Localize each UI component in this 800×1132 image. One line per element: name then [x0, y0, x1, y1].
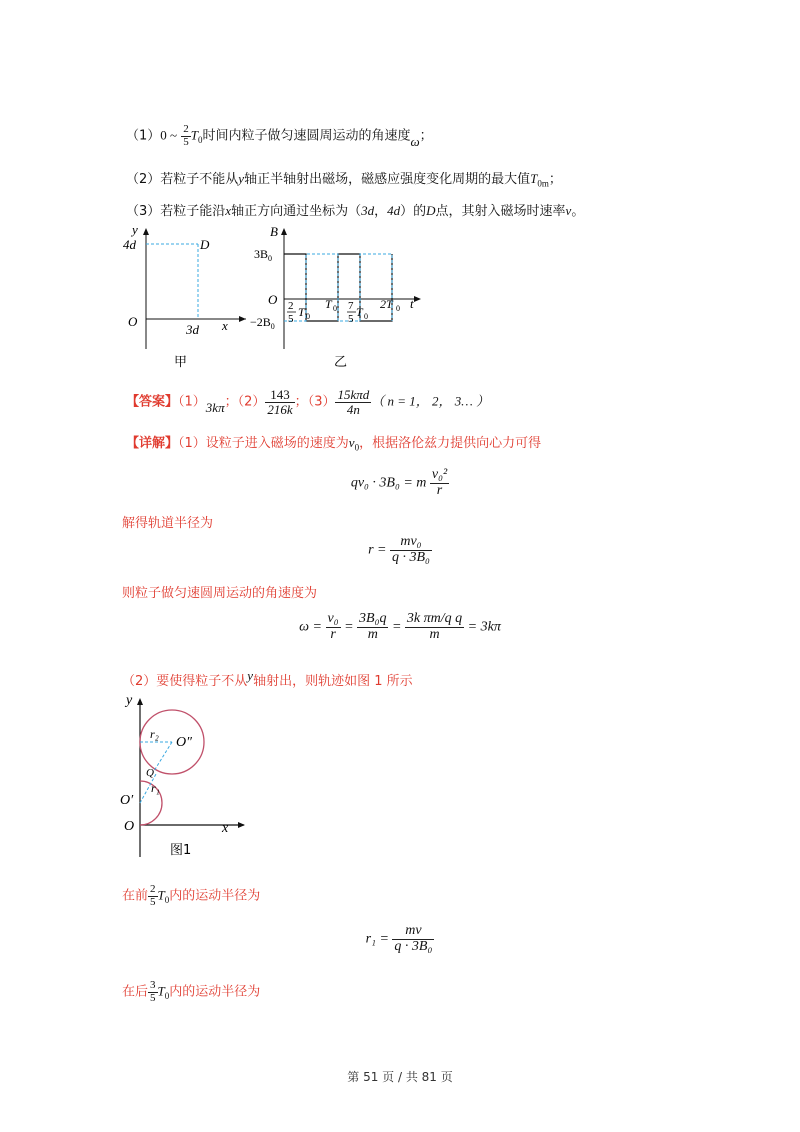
question-3: （3）若粒子能沿x轴正方向通过坐标为（3d，4d）的D点，其射入磁场时速率v。: [126, 203, 585, 219]
caption-yi: 乙: [334, 355, 348, 369]
figure-1: [118, 692, 248, 862]
equation-1: qv₀ · 3B₀ = m $\frac{\text{v₀²}}{r}$: [350, 467, 448, 498]
equation-2: r = $\frac{\text{mv₀}}{\text{q · 3B₀}}$: [368, 534, 430, 565]
detail-1: 【详解】（1）设粒子进入磁场的速度为$v_0$，根据洛伦兹力提供向心力可得: [126, 435, 542, 453]
svg-text:0: 0: [333, 304, 337, 313]
b-axis-label: B: [270, 224, 278, 239]
point-d: D: [200, 237, 210, 252]
detail-6: 在后 $\frac{3}{5}$ $T_0$内的运动半径为: [122, 979, 261, 1004]
equation-4: r₁ = $\frac{mv}{\text{q · 3B₀}}$: [365, 923, 433, 954]
origin-label: O: [124, 819, 135, 834]
r1-label: r₁: [151, 781, 160, 795]
svg-text:0: 0: [396, 304, 400, 313]
x-axis-label: x: [222, 318, 228, 333]
frac-num-1: 2: [288, 300, 294, 312]
o2-label: O″: [176, 735, 192, 750]
r2-label: r₂: [150, 727, 159, 741]
question-1: （1）0 ~ $\frac{2}{5}$ $T_0$时间内粒子做匀速圆周运动的角速度ω；: [126, 123, 433, 149]
low-label: $-2B_0$: [250, 315, 275, 331]
t-label-2: T: [356, 305, 363, 319]
caption-jia: 甲: [174, 355, 188, 369]
frac-num-2: 7: [348, 300, 354, 312]
q-label: Q: [146, 767, 154, 779]
high-label: $3B_0$: [254, 247, 273, 263]
x-axis-label: x: [222, 821, 229, 836]
x-tick-3d: 3d: [186, 322, 199, 337]
origin-label: O: [128, 314, 138, 329]
y-axis-label: y: [132, 224, 138, 237]
center-line: [154, 742, 172, 771]
y-tick-4d: 4d: [123, 237, 136, 252]
origin-label: O: [268, 292, 278, 307]
t-label-t0: T: [325, 297, 332, 311]
figure-jia: [118, 224, 250, 369]
detail-5: 在前 $\frac{2}{5}$ $T_0$内的运动半径为: [122, 883, 261, 908]
detail-3: 则粒子做匀速圆周运动的角速度为: [122, 586, 318, 601]
page-footer: 第 51 页 / 共 81 页: [347, 1070, 453, 1084]
svg-text:0: 0: [364, 312, 368, 321]
frac-den-2: 5: [348, 313, 354, 325]
detail-4: （2）要使得粒子不从y轴射出，则轨迹如图 1 所示: [122, 668, 413, 689]
t-axis-label: t: [410, 296, 414, 311]
figure-yi: [250, 224, 425, 369]
question-2: （2）若粒子不能从y轴正半轴射出磁场，磁感应强度变化周期的最大值$T_{0m}$；: [126, 171, 562, 189]
t-label-1: T: [298, 305, 305, 319]
svg-text:0: 0: [306, 312, 310, 321]
o1-label: O′: [120, 793, 134, 808]
frac-den-1: 5: [288, 313, 294, 325]
caption-fig1: 图1: [170, 843, 192, 858]
t-label-2t0: 2T: [380, 297, 393, 311]
equation-3: ω = $\frac{\text{v₀}}{r}$ = $\frac{\text{3B₀q}}{m}$ = $\frac{\text{3k πm/q q}}{m}$ = 3kπ: [299, 611, 501, 642]
detail-2: 解得轨道半径为: [122, 516, 214, 531]
answer-line: 【答案】（1）3kπ；（2） $\frac{143}{216k}$ ；（3） $\frac{\text{15kπd}}{4n}$ （ n = 1， 2， 3… ）: [126, 387, 490, 417]
y-axis-label: y: [126, 693, 133, 708]
